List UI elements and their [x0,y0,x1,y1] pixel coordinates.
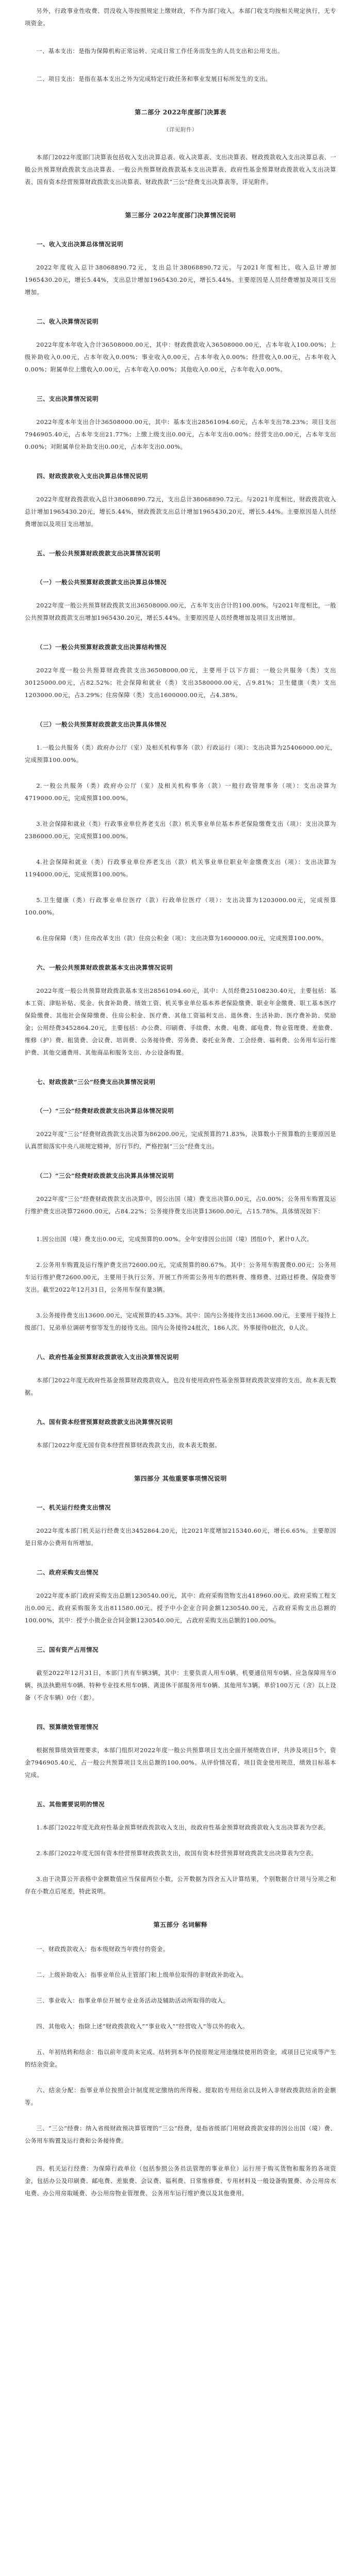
intro-paragraph-1: 另外，行政事业性收费、罚没收入等按照规定上缴财政，不作为部门收入。本部门收支均按相关规定执行，无专项资金。 [25,8,336,27]
glossary-item: 五、年初结转和结余：指以前年度尚未完成、结转到本年仍按原规定用途继续使用的资金，或项目已完成等产生的结余资金。 [25,2049,336,2068]
sec5-item: 4.社会保障和就业（类）行政事业单位养老支出（款）机关事业单位职业年金缴费支出（项）：支出决算为1194000.00元，完成预算100.00%。 [25,859,336,878]
part4-sec3-title: 三、国有资产占用情况 [37,1646,99,1653]
sec7-sub1: （一）“三公”经费财政拨款支出决算总体情况说明 [37,1107,174,1114]
part2-title: 第二部分 2022年度部门决算表 [135,109,226,116]
sec5-sub1: （一）一般公共预算财政拨款支出决算总体情况 [37,579,167,586]
part4-sec5-title: 五、其他需要说明的情况 [37,1801,105,1808]
sec5-text1: 2022年度一般公共预算财政拨款支出36508000.00元，占本年支出合计的100.00%。与2021年度相比，一般公共预算财政拨款支出增加1965430.20元，增长5.44%。主要原因是人员经费增加及项目支出增加。 [25,602,336,621]
term-basic-expenditure: 一、基本支出：是指为保障机构正常运转、完成日常工作任务而发生的人员支出和公用支出。 [36,48,284,55]
part2-subtitle: （详见附件） [163,127,198,133]
part4-sec3-text: 截至2022年12月31日，本部门共有车辆3辆，其中：主要负责人用车0辆、机要通信用车0辆、应急保障用车0辆、执法执勤用车0辆、特种专业技术用车0辆、离退休干部服务用车0辆、其他用车3辆。单价100万元（含）以上设备（不含车辆）0台（套）。 [25,1670,336,1701]
part4-sec4-title: 四、预算绩效管理情况 [37,1723,99,1731]
sec3-title: 三、支出决算情况说明 [37,395,99,402]
sec3-text: 2022年度本年支出合计36508000.00元，其中：基本支出28561094.60元，占本年支出78.23%；项目支出7946905.40元，占本年支出21.77%；上缴上级支出0.00元，占本年支出0.00%；经营支出0.00元，占本年支出0.00%；对附属单位补助支出0.00元，占本年支出0.00%。 [25,419,336,450]
sec1-text: 2022年度收入总计38068890.72元，支出总计38068890.72元。与2021年度相比，收入总计增加1965430.20元，增长5.44%，支出总计增加1965430.20元，增长5.44%。主要原因是人员经费增加及项目支出增加。 [25,264,336,296]
part2-intro: 本部门2022年度部门决算表包括收入支出决算总表、收入决算表、支出决算表、财政拨款收入支出决算总表、一般公共预算财政拨款支出决算表、一般公共预算财政拨款基本支出决算表、政府性基金预算财政拨款收入支出决算表、国有资本经营预算财政拨款支出决算表、财政拨款“三公”经费支出决算表等，详见附件。 [25,154,336,185]
term-three-public-funds: 三、“三公”经费：纳入省级财政预决算管理的“三公”经费，是指省级部门用财政拨款安排的因公出国（境）费、公务用车购置及运行费和公务接待费。 [25,2125,336,2144]
sec5-item: 3.社会保障和就业（类）行政事业单位养老支出（款）机关事业单位基本养老保险缴费支出（项）：支出决算为2386000.00元，完成预算100.00%。 [25,821,336,840]
sec5-sub2: （二）一般公共预算财政拨款支出决算结构情况 [37,643,167,651]
part5-title: 第五部分 名词解释 [153,1921,208,1928]
sec7-item: 2.公务用车购置及运行维护费支出72600.00元，完成预算的80.67%。其中：公务用车购置费0.00元；公务用车运行维护费72600.00元，主要用于执行公务、开展工作所需公务用车的燃料费、维修费、过路过桥费、保险费等支出。截至2022年12月31日，公务用车保有量3辆。 [25,1262,336,1293]
sec1-title: 一、收入支出决算总体情况说明 [37,241,123,248]
sec6-text: 2022年度一般公共预算财政拨款基本支出28561094.60元，其中：人员经费25108230.40元，主要包括：基本工资、津贴补贴、奖金、伙食补助费、绩效工资、机关事业单位基本养老保险缴费、职业年金缴费、职工基本医疗保险缴费、其他社会保障缴费、住房公积金、医疗费、其他工资福利支出、退休费、生活补助、医疗费补助、奖励金；公用经费3452864.20元，主要包括：办公费、印刷费、手续费、水费、电费、邮电费、物业管理费、差旅费、维修（护）费、租赁费、会议费、培训费、公务接待费、劳务费、委托业务费、工会经费、福利费、公务用车运行维护费、其他交通费用、其他商品和服务支出、办公设备购置。 [25,988,336,1056]
sec7-item: 3.公务接待费支出13600.00元，完成预算的45.33%。其中：国内公务接待支出13600.00元，主要用于接待上级部门、兄弟单位调研考察等发生的接待支出。国内公务接待24批次，186人次。外事接待0批次，0人次。 [25,1312,336,1331]
sec8-title: 八、政府性基金预算财政拨款收入支出决算情况说明 [37,1353,179,1361]
sec7-item: 1.因公出国（境）费支出0.00元，完成预算的0.00%。全年安排因公出国（境）团组0个，累计0人次。 [36,1236,313,1243]
sec5-text2: 2022年度一般公共预算财政拨款支出36508000.00元，主要用于以下方面：一般公共服务（类）支出30125000.00元，占82.52%；社会保障和就业（类）支出3580000.00元，占9.81%；卫生健康（类）支出1203000.00元，占3.29%；住房保障（类）支出1600000.00元，占4.38%。 [25,667,336,699]
part4-sec1-text: 2022年度本部门机关运行经费支出3452864.20元，比2021年度增加215340.60元，增长6.65%。主要原因是日常办公费用有所增加。 [25,1528,336,1547]
glossary-item: 三、事业收入：指事业单位开展专业业务活动及辅助活动所取得的收入。 [36,1997,229,2004]
part4-sec5-item: 1.本部门2022年度无政府性基金预算财政拨款收入支出，故政府性基金预算财政拨款收入支出决算表为空表。 [36,1824,330,1831]
sec7-sub2: （二）“三公”经费财政拨款支出决算具体情况说明 [37,1172,174,1179]
glossary-item: 六、结余分配：指事业单位按照会计制度规定缴纳的所得税、提取的专用结余以及转入非财政拨款结余的金额等。 [25,2087,336,2106]
term-project-expenditure: 二、项目支出：是指在基本支出之外为完成特定行政任务和事业发展目标所发生的支出。 [36,76,272,82]
glossary-item: 一、财政拨款收入：指本级财政当年拨付的资金。 [36,1946,169,1953]
glossary-item: 四、其他收入：指除上述“财政拨款收入”“事业收入”“经营收入”等以外的收入。 [36,2023,249,2030]
sec9-text: 本部门2022年度无国有资本经营预算财政拨款支出，故本表无数据。 [36,1442,221,1449]
sec2-text: 2022年度本年收入合计36508000.00元，其中：财政拨款收入36508000.00元，占本年收入100.00%；上级补助收入0.00元，占本年收入0.00%；事业收入0.00元，占本年收入0.00%；经营收入0.00元，占本年收入0.00%；附属单位上缴收入0.00元，占本年收入0.00%；其他收入0.00元，占本年收入0.00%。 [25,342,336,373]
part4-sec4-text: 根据预算绩效管理要求，本部门组织对2022年度一般公共预算项目支出全面开展绩效自评，共涉及项目5个，资金7946905.40元，占一般公共预算项目支出总额的100.00%。从评价情况看，项目资金使用规范，绩效目标基本完成。 [25,1747,336,1778]
sec5-item: 5.卫生健康（类）行政事业单位医疗（款）行政单位医疗（项）：支出决算为1203000.00元，完成预算100.00%。 [25,897,336,916]
sec4-text: 2022年度财政拨款收入总计38068890.72元，支出总计38068890.72元。与2021年度相比，财政拨款收入总计增加1965430.20元，增长5.44%，财政拨款支出总计增加1965430.20元，增长5.44%。主要原因是人员经费增加以及项目支出增加。 [25,496,336,528]
sec7-text1: 2022年度“三公”经费财政拨款支出决算为86200.00元，完成预算的71.83%，决算数小于预算数的主要原因是认真贯彻落实中央八项规定精神，厉行节约，严格控制“三公”经费支出。 [25,1131,336,1150]
sec7-text2: 2022年度“三公”经费财政拨款支出决算中，因公出国（境）费支出决算0.00元，占0.00%；公务用车购置及运行维护费支出决算72600.00元，占84.22%；公务接待费支出决算13600.00元，占15.78%。具体情况如下： [25,1196,336,1215]
sec5-sub3: （三）一般公共预算财政拨款支出决算具体情况 [37,721,167,728]
sec6-title: 六、一般公共预算财政拨款基本支出决算情况说明 [37,964,173,971]
part4-sec5-item: 2.本部门2022年度无国有资本经营预算财政拨款支出，故国有资本经营预算财政拨款支出决算表为空表。 [36,1850,318,1857]
part4-title: 第四部分 其他重要事项情况说明 [134,1475,227,1482]
sec7-title: 七、财政拨款“三公”经费支出决算情况说明 [37,1078,156,1086]
sec5-title: 五、一般公共预算财政拨款支出决算情况说明 [37,550,160,557]
sec9-title: 九、国有资本经营预算财政拨款支出决算情况说明 [37,1418,173,1426]
part4-sec2-text: 2022年度本部门政府采购支出总额1230540.00元，其中：政府采购货物支出418960.00元、政府采购工程支出0.00元、政府采购服务支出811580.00元。授予中小企业合同金额1230540.00元，占政府采购支出总额的100.00%，其中：授予小微企业合同金额1230540.00元，占政府采购支出总额的100.00%。 [25,1592,336,1624]
part4-sec5-item: 3.由于决算公开表格中金额数值应当保留两位小数，公开数据为四舍五入计算结果，个别数据合计项与分项之和存在小数点后尾差，特此说明。 [25,1876,336,1895]
sec5-item: 1.一般公共服务（类）政府办公厅（室）及相关机构事务（款）行政运行（项）：支出决算为25406000.00元，完成预算100.00%。 [25,744,336,764]
glossary-item: 二、上级补助收入：指事业单位从主管部门和上级单位取得的非财政补助收入。 [36,1972,248,1978]
sec4-title: 四、财政拨款收入支出决算总体情况说明 [37,472,148,480]
part3-title: 第三部分 2022年度部门决算情况说明 [125,212,236,219]
sec2-title: 二、收入决算情况说明 [37,318,99,325]
sec8-text: 本部门2022年度无政府性基金预算财政拨款收入，也没有使用政府性基金预算财政拨款安排的支出，故本表无数据。 [25,1377,336,1396]
sec5-item: 2.一般公共服务（类）政府办公厅（室）及相关机构事务（款）一般行政管理事务（项）：支出决算为4719000.00元，完成预算100.00%。 [25,783,336,802]
sec5-item: 6.住房保障（类）住房改革支出（款）住房公积金（项）：支出决算为1600000.00元，完成预算100.00%。 [36,935,327,942]
part4-sec2-title: 二、政府采购支出情况 [37,1569,99,1576]
part4-sec1-title: 一、机关运行经费支出情况 [37,1504,111,1511]
term-operating-funds: 四、机关运行经费：为保障行政单位（包括参照公务员法管理的事业单位）运行用于购买货物和服务的各项资金，包括办公及印刷费、邮电费、差旅费、会议费、福利费、日常维修费、专用材料及一般设备购置费、办公用房水电费、办公用房取暖费、办公用房物业管理费、公务用车运行维护费以及其他费用。 [25,2165,336,2197]
